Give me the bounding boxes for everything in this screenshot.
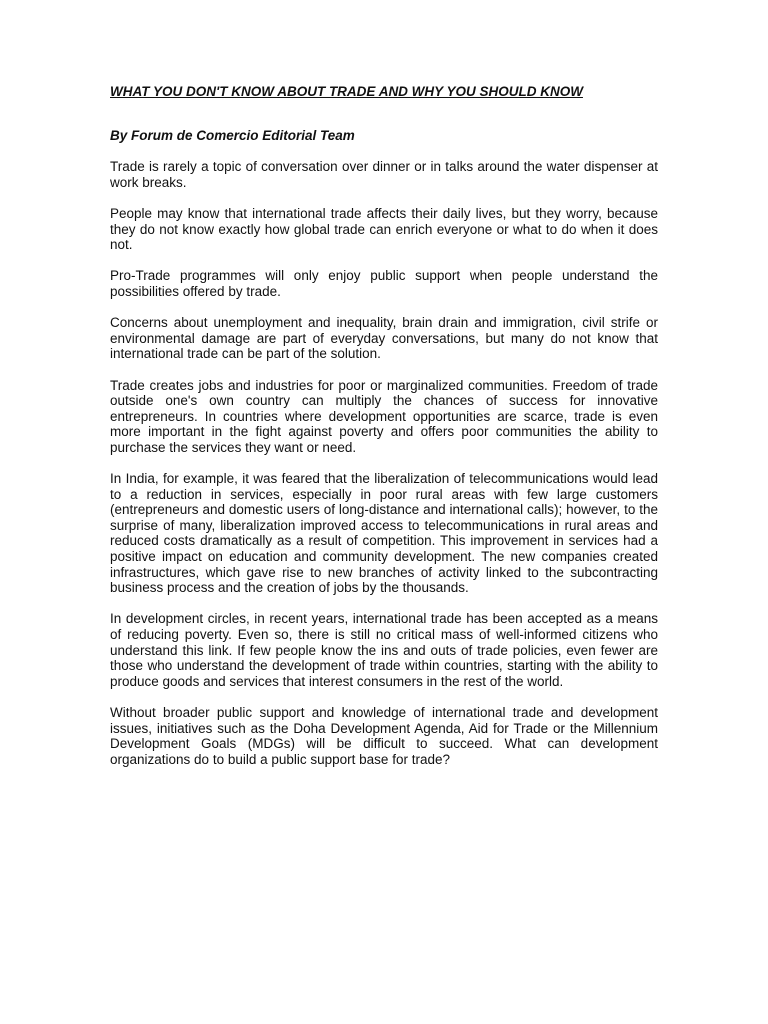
document-byline: By Forum de Comercio Editorial Team (110, 127, 355, 143)
paragraph: Concerns about unemployment and inequality, brain drain and immigration, civil strife or environmental damage are part of everyday conversations, but many do not know that international trade can be part of the solution. (110, 315, 658, 362)
paragraph: People may know that international trade affects their daily lives, but they worry, because they do not know exactly how global trade can enrich everyone or what to do when it does not. (110, 205, 658, 253)
document-body (110, 84, 658, 783)
paragraph: Trade is rarely a topic of conversation over dinner or in talks around the water dispenser at work breaks. (110, 159, 658, 190)
paragraph: Without broader public support and knowledge of international trade and development issues, initiatives such as the Doha Development Agenda, Aid for Trade or the Millennium Development Goals (MDGs) will be difficult to succeed. What can development organizations do to build a public support base for trade? (110, 704, 658, 767)
paragraph: Trade creates jobs and industries for poor or marginalized communities. Freedom of trade outside one's own country can multiply the chances of success for innovative entrepreneurs. In countries where development opportunities are scarce, trade is even more important in the fight against poverty and offers poor communities the ability to purchase the services they want or need. (110, 377, 658, 455)
paragraph: In India, for example, it was feared that the liberalization of telecommunications would lead to a reduction in services, especially in poor rural areas with few large customers (entrepreneurs and domestic users of long-distance and international calls); however, to the surprise of many, liberalization improved access to telecommunications in rural areas and reduced costs dramatically as a result of competition. This improvement in services had a positive impact on education and community development. The new companies created infrastructures, which gave rise to new branches of activity linked to the subcontracting business process and the creation of jobs by the thousands. (110, 471, 658, 596)
document-title: WHAT YOU DON'T KNOW ABOUT TRADE AND WHY YOU SHOULD KNOW (110, 84, 583, 99)
paragraph: In development circles, in recent years, international trade has been accepted as a means of reducing poverty. Even so, there is still no critical mass of well-informed citizens who understand this link. If few people know the ins and outs of trade policies, even fewer are those who understand the development of trade within countries, starting with the ability to produce goods and services that interest consumers in the rest of the world. (110, 611, 658, 689)
paragraph: Pro-Trade programmes will only enjoy public support when people understand the possibilities offered by trade. (110, 268, 658, 299)
